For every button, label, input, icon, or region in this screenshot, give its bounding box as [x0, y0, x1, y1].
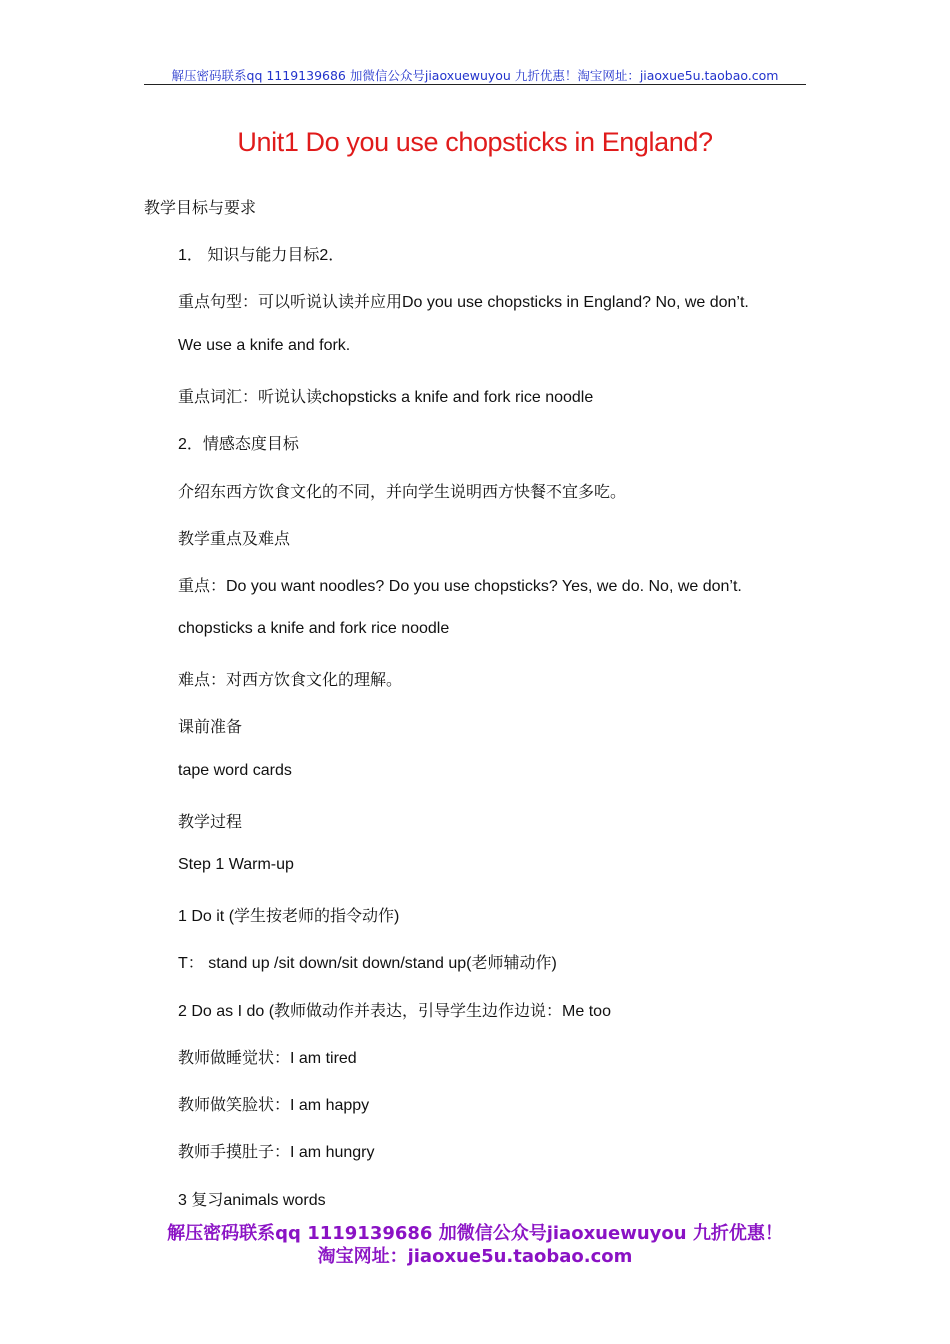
text-line: 教师手摸肚子：I am hungry: [178, 1144, 375, 1161]
text-line: 教师做睡觉状：I am tired: [178, 1050, 357, 1067]
text-line: 2 Do as I do (教师做动作并表达，引导学生边作边说：Me too: [178, 1003, 611, 1020]
text-line: 难点：对西方饮食文化的理解。: [178, 672, 403, 689]
text-line: 教师做笑脸状：I am happy: [178, 1097, 370, 1114]
section-heading-preparation: 课前准备: [178, 719, 243, 736]
text-line: 3 复习animals words: [178, 1192, 326, 1209]
header-divider: [144, 84, 806, 85]
text-line: We use a knife and fork.: [178, 337, 351, 354]
text-line: 介绍东西方饮食文化的不同，并向学生说明西方快餐不宜多吃。: [178, 484, 627, 501]
header-promo-text: 解压密码联系qq 1119139686 加微信公众号jiaoxuewuyou 九折优惠！淘宝网址：jiaoxue5u.taobao.com: [171, 68, 779, 83]
document-title: Unit1 Do you use chopsticks in England?: [237, 127, 713, 157]
section-heading-key-points: 教学重点及难点: [178, 531, 291, 548]
text-line: 重点：Do you want noodles? Do you use chopsticks? Yes, we do. No, we don’t.: [178, 578, 742, 595]
text-line: 重点词汇：听说认读chopsticks a knife and fork rice noodle: [178, 389, 594, 406]
section-heading-objectives: 教学目标与要求: [144, 200, 257, 217]
text-line: T： stand up /sit down/sit down/stand up(老师辅动作): [178, 955, 557, 972]
text-line: 2．情感态度目标: [178, 436, 299, 453]
text-line: 重点句型：可以听说认读并应用Do you use chopsticks in England? No, we don’t.: [178, 294, 749, 311]
text-line: 1 Do it (学生按老师的指令动作): [178, 908, 400, 925]
footer-promo-line-2: 淘宝网址：jiaoxue5u.taobao.com: [317, 1246, 633, 1267]
text-line: tape word cards: [178, 762, 292, 779]
step-heading: Step 1 Warm-up: [178, 856, 294, 873]
footer-promo-line-1: 解压密码联系qq 1119139686 加微信公众号jiaoxuewuyou 九折优惠！: [167, 1223, 783, 1244]
section-heading-process: 教学过程: [178, 814, 243, 831]
text-line: chopsticks a knife and fork rice noodle: [178, 620, 450, 637]
text-line: 1． 知识与能力目标2．: [178, 247, 345, 264]
